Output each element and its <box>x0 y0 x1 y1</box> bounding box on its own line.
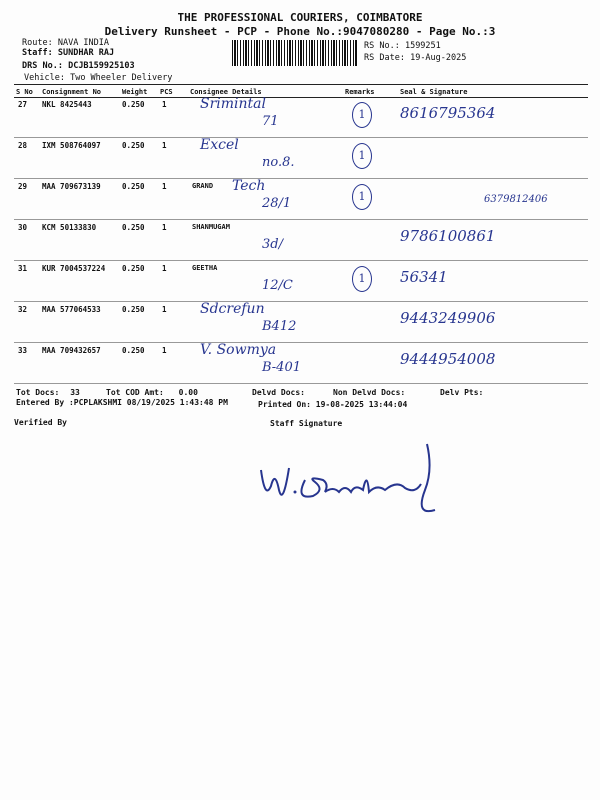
row-consignment-no: NKL 8425443 <box>42 100 92 109</box>
row-weight: 0.250 <box>122 182 145 191</box>
row-consignment-no: KUR 7004537224 <box>42 264 106 273</box>
row-consignment-no: MAA 709673139 <box>42 182 101 191</box>
drs-line <box>22 61 135 71</box>
rs-date-line <box>364 53 466 63</box>
row-weight: 0.250 <box>122 264 145 273</box>
row-weight: 0.250 <box>122 223 145 232</box>
rs-no-value: 1599251 <box>404 41 441 51</box>
row-remark-mark: 1 <box>352 143 372 169</box>
route-value: NAVA INDIA <box>57 38 110 48</box>
row-consignee-handwritten: Excel <box>200 137 239 153</box>
col-consignment: Consignment No <box>42 88 102 96</box>
col-weight: Weight <box>122 88 148 96</box>
staff-signature-label: Staff Signature <box>270 419 343 428</box>
non-delvd-docs-label: Non Delvd Docs: <box>333 388 406 397</box>
drs-value: DCJB159925103 <box>68 61 135 71</box>
row-pcs: 1 <box>162 223 167 232</box>
col-consignee: Consignee Details <box>190 88 262 96</box>
vehicle-label: Vehicle: <box>24 73 65 83</box>
row-divider <box>14 178 588 179</box>
table-top-rule <box>14 84 588 85</box>
row-divider <box>14 383 588 384</box>
company-title: THE PROFESSIONAL COURIERS, COIMBATORE <box>177 11 423 24</box>
tot-docs-label: Tot Docs: <box>16 388 60 397</box>
row-consignee-handwritten: Srimintal <box>200 96 266 112</box>
tot-docs-value: 33 <box>70 388 80 397</box>
rs-date-value: 19-Aug-2025 <box>410 53 467 63</box>
row-remark-mark: 1 <box>352 266 372 292</box>
col-seal: Seal & Signature <box>400 88 468 96</box>
row-consignee-door-no: 28/1 <box>262 196 292 211</box>
vehicle-value: Two Wheeler Delivery <box>70 73 173 83</box>
row-pcs: 1 <box>162 346 167 355</box>
barcode <box>232 40 358 66</box>
rs-date-label: RS Date: <box>364 53 405 63</box>
row-remark-mark: 1 <box>352 184 372 210</box>
row-sno: 30 <box>18 223 28 232</box>
printed-on: Printed On: 19-08-2025 13:44:04 <box>258 400 408 409</box>
verified-by: Verified By <box>14 418 67 427</box>
row-consignee-door-no: no.8. <box>262 155 295 170</box>
row-consignee-handwritten: Tech <box>232 178 266 194</box>
row-pcs: 1 <box>162 305 167 314</box>
row-pcs: 1 <box>162 100 167 109</box>
row-weight: 0.250 <box>122 141 145 150</box>
row-sno: 27 <box>18 100 28 109</box>
row-sno: 28 <box>18 141 28 150</box>
vehicle-line <box>24 73 172 83</box>
row-divider <box>14 137 588 138</box>
row-seal-signature: 9443249906 <box>400 309 496 327</box>
staff-signature-scribble <box>255 440 445 520</box>
tot-cod-value: 0.00 <box>178 388 198 397</box>
row-weight: 0.250 <box>122 100 145 109</box>
row-seal-signature: 9786100861 <box>400 227 496 245</box>
col-pcs: PCS <box>160 88 173 96</box>
row-consignee-handwritten: Sdcrefun <box>200 301 265 317</box>
staff-label: Staff: <box>22 48 53 58</box>
table-header-rule <box>14 97 588 98</box>
row-pcs: 1 <box>162 182 167 191</box>
row-consignee-door-no: 12/C <box>262 278 293 293</box>
row-consignee-door-no: B-401 <box>262 360 301 375</box>
delv-pts-label: Delv Pts: <box>440 388 484 397</box>
rs-no-line <box>364 41 441 51</box>
col-remarks: Remarks <box>345 88 375 96</box>
row-sno: 31 <box>18 264 28 273</box>
tot-cod-label: Tot COD Amt: <box>106 388 164 397</box>
row-consignee-door-no: B412 <box>262 319 297 334</box>
row-consignee-printed: GEETHA <box>192 264 218 272</box>
row-divider <box>14 342 588 343</box>
row-seal-signature: 9444954008 <box>400 350 496 368</box>
row-sno: 33 <box>18 346 28 355</box>
row-pcs: 1 <box>162 264 167 273</box>
entered-by: Entered By :PCPLAKSHMI 08/19/2025 1:43:48 PM <box>16 398 228 407</box>
row-sno: 32 <box>18 305 28 314</box>
row-consignment-no: MAA 709432657 <box>42 346 101 355</box>
row-sno: 29 <box>18 182 28 191</box>
route-line <box>22 38 109 48</box>
staff-value: SUNDHAR RAJ <box>57 48 115 58</box>
row-remark-mark: 1 <box>352 102 372 128</box>
row-pcs: 1 <box>162 141 167 150</box>
row-divider <box>14 301 588 302</box>
tot-cod <box>106 388 198 397</box>
delvd-docs-label: Delvd Docs: <box>252 388 305 397</box>
drs-label: DRS No.: <box>22 61 63 71</box>
runsheet-subtitle: Delivery Runsheet - PCP - Phone No.:9047080280 - Page No.:3 <box>104 25 496 38</box>
col-sno: S No <box>16 88 33 96</box>
row-seal-signature: 8616795364 <box>400 104 496 122</box>
row-divider <box>14 260 588 261</box>
row-consignee-printed: SHANMUGAM <box>192 223 230 231</box>
staff-line <box>22 48 114 58</box>
row-weight: 0.250 <box>122 305 145 314</box>
row-consignment-no: KCM 50133830 <box>42 223 97 232</box>
row-consignment-no: MAA 577064533 <box>42 305 101 314</box>
route-label: Route: <box>22 38 53 48</box>
row-consignee-door-no: 3d/ <box>262 237 283 252</box>
row-seal-signature: 56341 <box>400 268 448 286</box>
row-seal-signature: 6379812406 <box>484 194 548 205</box>
row-consignee-printed: GRAND <box>192 182 214 190</box>
rs-no-label: RS No.: <box>364 41 400 51</box>
row-divider <box>14 219 588 220</box>
row-weight: 0.250 <box>122 346 145 355</box>
tot-docs <box>16 388 80 397</box>
row-consignment-no: IXM 508764097 <box>42 141 101 150</box>
row-consignee-handwritten: V. Sowmya <box>200 342 277 358</box>
row-consignee-door-no: 71 <box>262 114 279 129</box>
